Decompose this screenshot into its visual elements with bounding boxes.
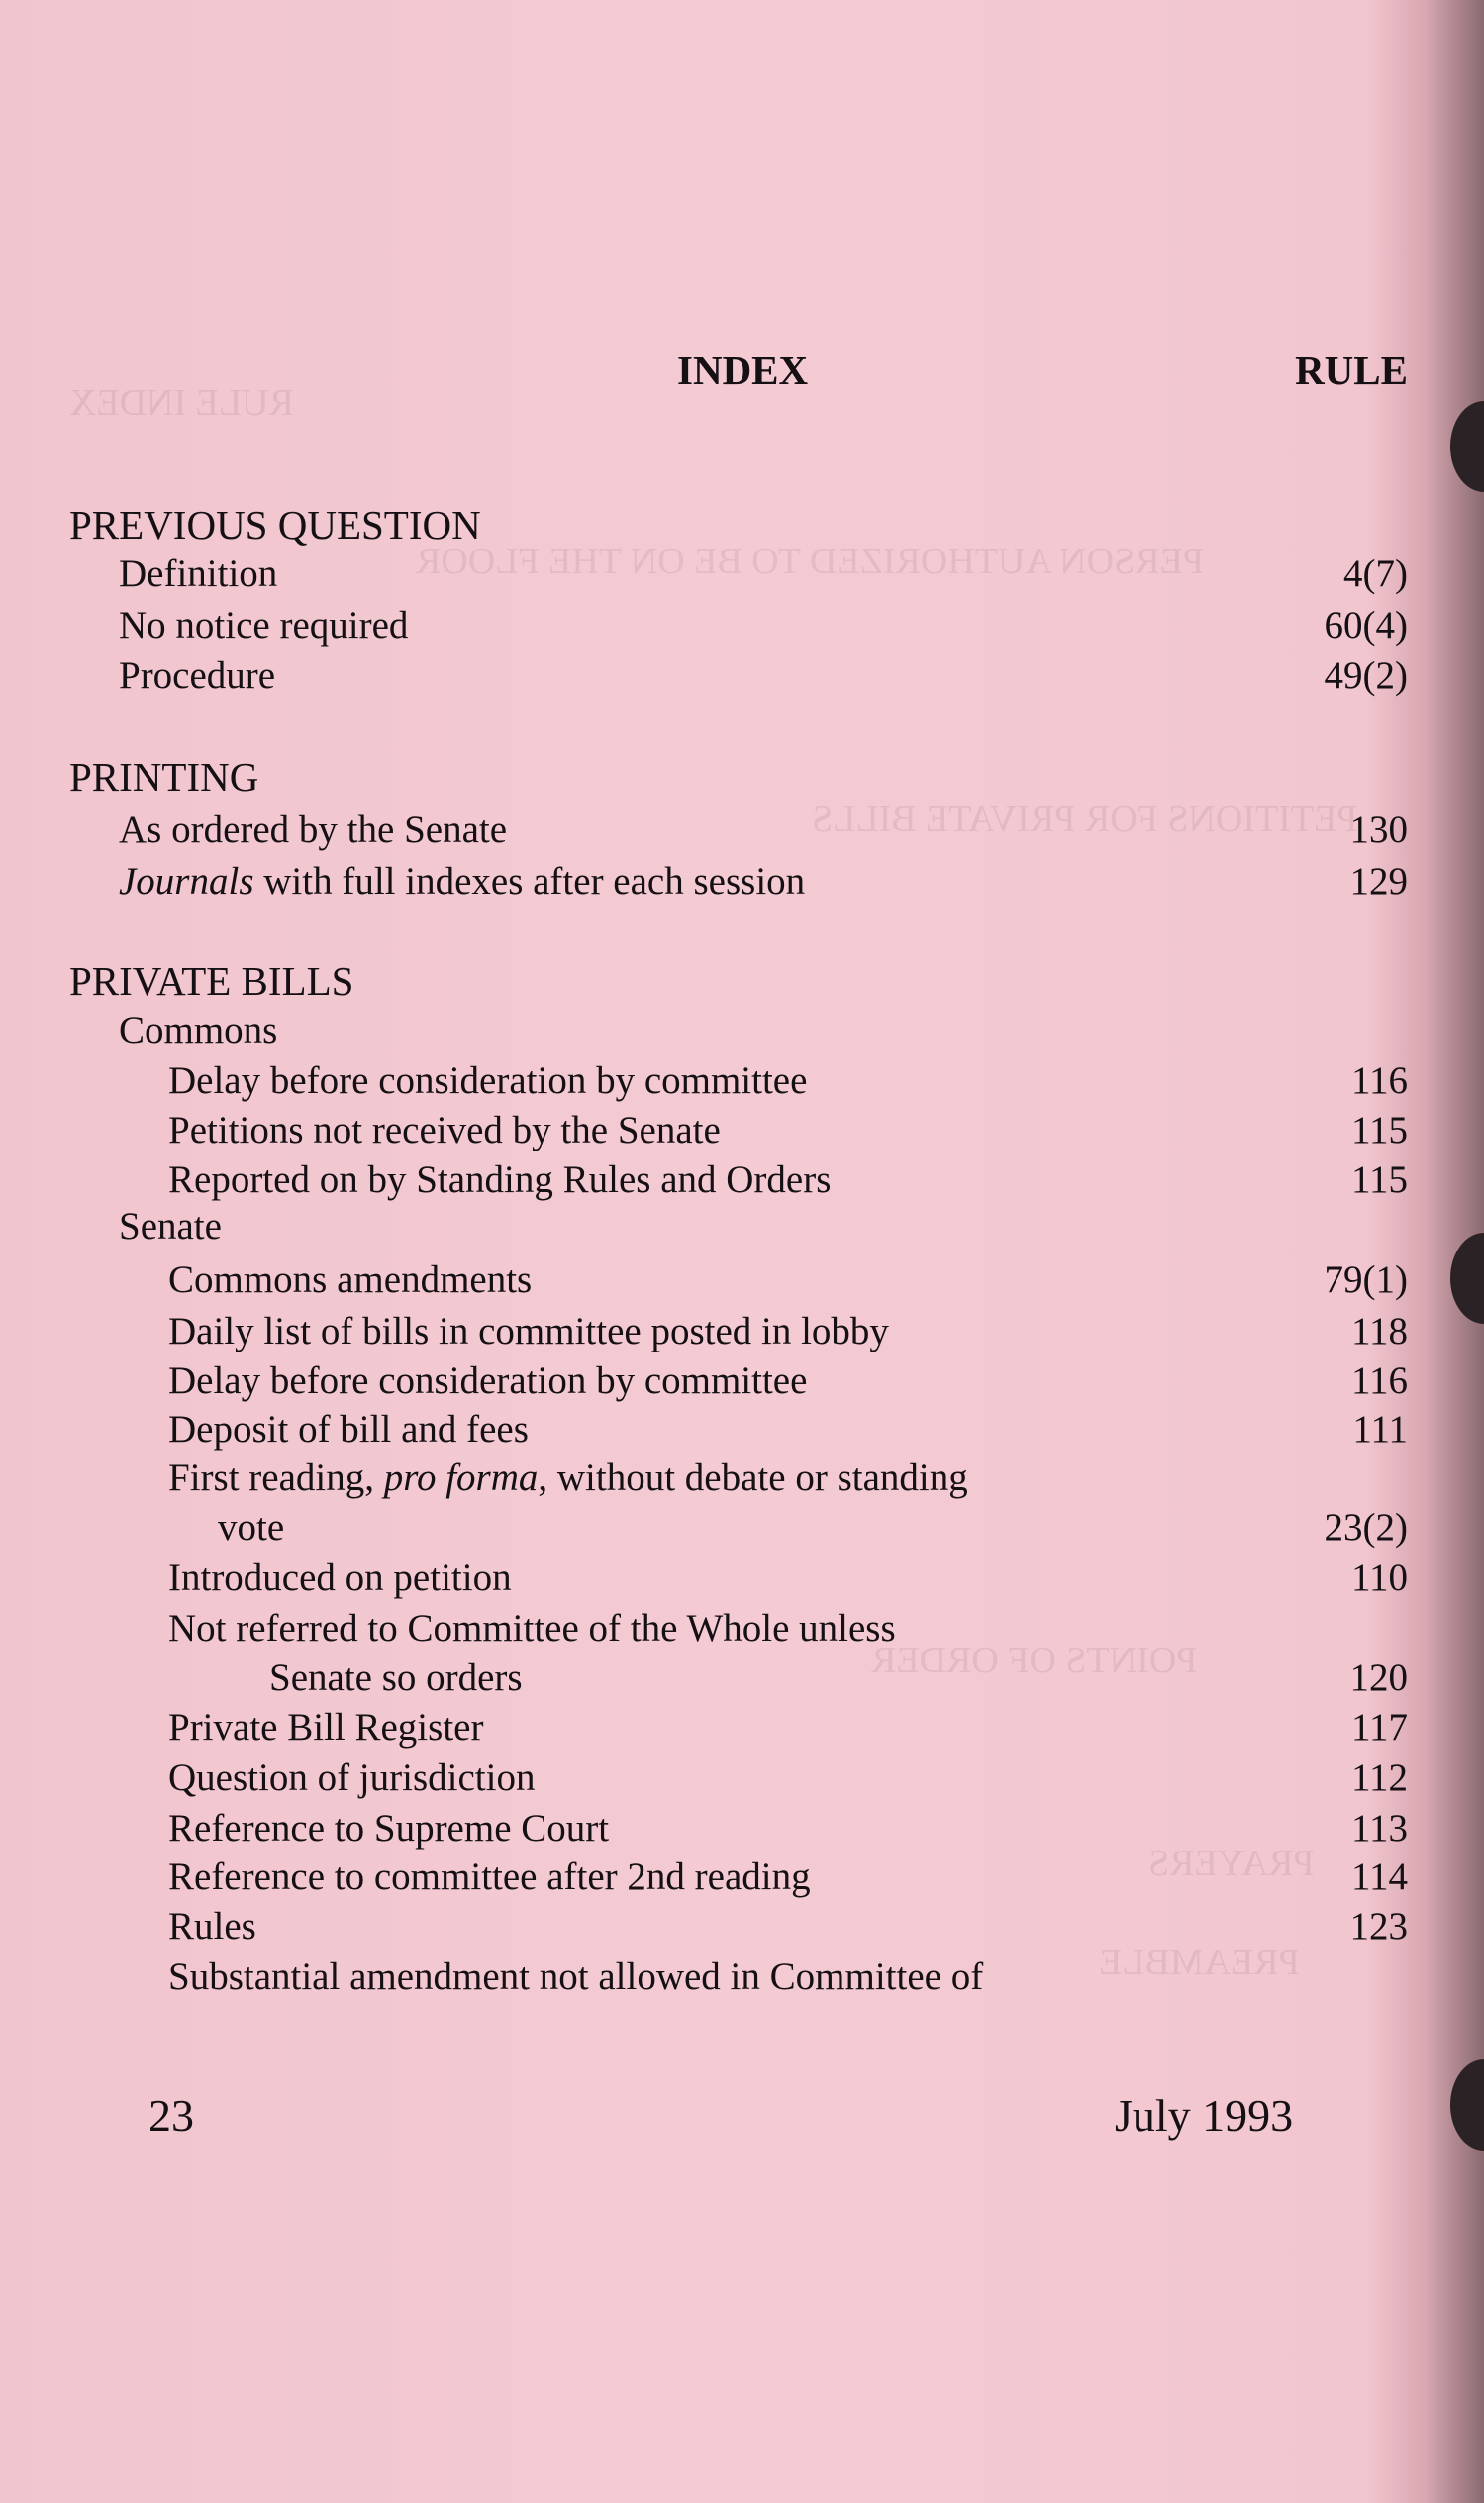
rule-number: 120 <box>1349 1656 1408 1699</box>
rule-number: 118 <box>1350 1310 1408 1352</box>
index-entry <box>0 601 1484 651</box>
entry-text-part: Rules <box>168 1905 256 1948</box>
entry-text-part: Petitions not received by the Senate <box>168 1109 721 1151</box>
entry-text <box>269 1653 523 1703</box>
entry-text <box>168 1952 983 2002</box>
entry-italic-text: Journals <box>119 860 254 903</box>
entry-text <box>168 1356 807 1406</box>
index-entry <box>0 1952 1484 2002</box>
entry-text <box>119 857 805 907</box>
rule-number: 112 <box>1350 1756 1408 1799</box>
rule-number: 111 <box>1352 1408 1408 1451</box>
index-entry <box>0 1503 1484 1552</box>
rule-number: 49(2) <box>1324 654 1408 697</box>
index-entry <box>0 1405 1484 1454</box>
entry-text-part: Reference to Supreme Court <box>168 1807 610 1850</box>
index-entry <box>0 1356 1484 1406</box>
rule-number: 116 <box>1350 1059 1408 1102</box>
index-entry <box>0 1056 1484 1106</box>
entry-text-part: vote <box>218 1506 285 1549</box>
rule-number: 129 <box>1349 860 1408 903</box>
entry-text-part: Deposit of bill and fees <box>168 1408 529 1451</box>
bleed-through-text: PRAYERS <box>1148 1843 1315 1884</box>
rule-number: 115 <box>1350 1158 1408 1201</box>
entry-text-part: PREVIOUS QUESTION <box>69 502 481 548</box>
entry-text-part: Question of jurisdiction <box>168 1756 536 1799</box>
entry-text <box>168 1852 811 1902</box>
entry-text <box>119 1006 277 1055</box>
rule-number: 130 <box>1349 808 1408 851</box>
bleed-through-text: RULE INDEX <box>69 382 294 424</box>
header-index: INDEX <box>677 348 809 393</box>
binder-hole <box>1450 2059 1484 2151</box>
index-heading <box>0 956 1484 1006</box>
entry-text-part: Commons <box>119 1009 278 1051</box>
rule-number: 115 <box>1350 1109 1408 1151</box>
index-entry <box>0 1453 1484 1503</box>
entry-text-part: , without debate or standing <box>538 1456 968 1499</box>
index-entry <box>0 1307 1484 1356</box>
entry-text-part: PRIVATE BILLS <box>69 958 354 1004</box>
entry-text-part: Delay before consideration by committee <box>168 1059 808 1102</box>
header-rule: RULE <box>1295 348 1408 393</box>
index-entry <box>0 1753 1484 1803</box>
entry-text-part: with full indexes after each session <box>253 860 806 903</box>
index-entry <box>0 1553 1484 1603</box>
rule-number: 113 <box>1350 1807 1408 1850</box>
rule-number: 117 <box>1350 1706 1408 1749</box>
rule-number: 110 <box>1350 1556 1408 1599</box>
index-heading <box>0 752 1484 802</box>
entry-text-part: No notice required <box>119 604 409 647</box>
entry-text <box>69 956 353 1006</box>
entry-text-part: Procedure <box>119 654 276 697</box>
entry-text <box>168 1804 609 1853</box>
binder-hole <box>1450 401 1484 492</box>
index-entry <box>0 1902 1484 1952</box>
rule-number: 60(4) <box>1324 604 1408 647</box>
rule-number: 123 <box>1349 1905 1408 1948</box>
rule-number: 4(7) <box>1343 552 1408 595</box>
entry-text <box>168 1405 529 1454</box>
entry-text-part: Senate <box>119 1205 222 1248</box>
rule-number: 79(1) <box>1324 1258 1408 1301</box>
entry-text <box>218 1503 284 1552</box>
entry-text-part: As ordered by the Senate <box>119 808 508 851</box>
index-entry <box>0 1255 1484 1305</box>
rule-number: 116 <box>1350 1359 1408 1402</box>
entry-text-part: PRINTING <box>69 754 259 800</box>
entry-text-part: Daily list of bills in committee posted in lobby <box>168 1310 889 1352</box>
index-entry <box>0 1006 1484 1055</box>
entry-text-part: Private Bill Register <box>168 1706 484 1749</box>
entry-text <box>168 1902 256 1952</box>
entry-text <box>119 651 275 701</box>
entry-text <box>168 1453 968 1503</box>
index-entry <box>0 857 1484 907</box>
entry-text <box>168 1056 807 1106</box>
entry-text-part: Reported on by Standing Rules and Orders <box>168 1158 832 1201</box>
entry-text-part: Definition <box>119 552 278 595</box>
index-entry <box>0 1653 1484 1703</box>
entry-text <box>168 1703 483 1752</box>
entry-text <box>69 500 481 550</box>
index-entry <box>0 1106 1484 1155</box>
entry-text-part: Introduced on petition <box>168 1556 512 1599</box>
index-entry <box>0 651 1484 701</box>
index-entry <box>0 805 1484 854</box>
index-entry <box>0 1202 1484 1252</box>
entry-text <box>119 550 277 599</box>
page-number: 23 <box>148 2090 194 2141</box>
index-entry <box>0 1804 1484 1853</box>
bleed-through-text: POINTS OF ORDER <box>871 1640 1198 1681</box>
entry-text <box>168 1106 721 1155</box>
index-entry <box>0 1604 1484 1653</box>
entry-text <box>168 1553 512 1603</box>
entry-text <box>168 1753 535 1803</box>
entry-text <box>119 1202 222 1252</box>
bleed-through-text: PERSON AUTHORIZED TO BE ON THE FLOOR <box>416 541 1204 582</box>
entry-text-part: Senate so orders <box>269 1656 523 1699</box>
entry-text-part: Reference to committee after 2nd reading <box>168 1855 811 1898</box>
entry-text <box>119 805 507 854</box>
footer-date: July 1993 <box>1115 2090 1294 2141</box>
entry-text <box>168 1307 889 1356</box>
index-entry <box>0 1155 1484 1205</box>
rule-number: 23(2) <box>1324 1506 1408 1549</box>
bleed-through-text: PREAMBLE <box>1099 1942 1300 1983</box>
entry-text-part: Substantial amendment not allowed in Committee of <box>168 1955 984 1998</box>
index-heading <box>0 500 1484 550</box>
entry-text-part: Not referred to Committee of the Whole unless <box>168 1607 896 1650</box>
rule-number: 114 <box>1350 1855 1408 1898</box>
entry-text-part: Commons amendments <box>168 1258 533 1301</box>
index-entry <box>0 1852 1484 1902</box>
entry-text <box>168 1255 532 1305</box>
entry-text <box>119 601 408 651</box>
entry-text <box>168 1155 831 1205</box>
bleed-through-text: PETITIONS FOR PRIVATE BILLS <box>812 798 1358 840</box>
index-entry <box>0 550 1484 599</box>
entry-text-part: First reading, <box>168 1456 384 1499</box>
entry-italic-text: pro forma <box>383 1456 539 1499</box>
entry-text <box>168 1604 896 1653</box>
entry-text-part: Delay before consideration by committee <box>168 1359 808 1402</box>
entry-text <box>69 752 258 802</box>
index-entry <box>0 1703 1484 1752</box>
